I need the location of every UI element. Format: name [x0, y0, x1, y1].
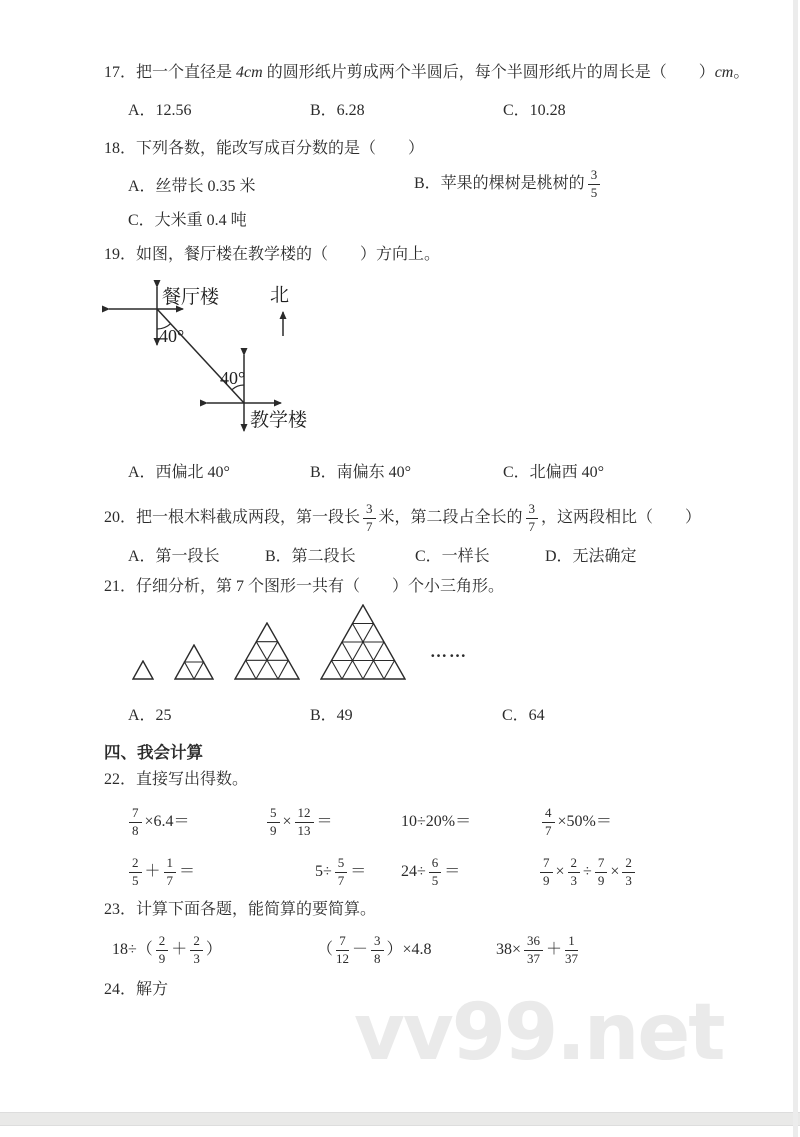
canteen-label: 餐厅楼 — [162, 287, 220, 308]
school-label: 教学楼 — [250, 410, 308, 431]
fraction: $\frac{12}{13}$ — [295, 806, 314, 839]
angle-bottom-label: 40° — [220, 368, 246, 388]
fraction: $\frac{4}{7}$ — [542, 806, 555, 839]
expression-text: 38× — [496, 941, 522, 958]
option-a: A．12.56 — [128, 102, 192, 119]
calc-expression — [126, 849, 195, 895]
option-a: A．丝带长 0.35 米 — [128, 178, 256, 195]
calc-expression — [264, 799, 333, 845]
operator: － — [352, 941, 369, 958]
question-text: 米，第二段占全长的 — [378, 509, 523, 526]
calc-expression — [401, 849, 460, 895]
operator: ＝ — [444, 863, 461, 880]
question-24 — [104, 980, 168, 1000]
fraction: $\frac{7}{8}$ — [129, 806, 142, 839]
fraction: $\frac{7}{9}$ — [595, 856, 608, 889]
fraction: $\frac{2}{3}$ — [190, 934, 203, 967]
fraction: $\frac{3}{7}$ — [526, 502, 539, 535]
expression-text: 5÷ — [315, 863, 332, 880]
question-number: 17． — [104, 64, 137, 81]
question-18 — [104, 139, 424, 159]
fraction: $\frac{3}{5}$ — [588, 168, 601, 201]
calc-expression — [537, 849, 638, 895]
option-text: B．苹果的棵树是桃树的 — [414, 175, 585, 192]
operator: ＋ — [144, 863, 161, 880]
connection-line — [157, 309, 244, 403]
option-b: B．南偏东 40° — [310, 464, 412, 481]
operator: ＝ — [316, 813, 333, 830]
operator: × — [555, 863, 565, 880]
question-text: 下列各数，能改写成百分数的是（ ） — [136, 140, 425, 157]
north-label: 北 — [270, 285, 290, 306]
question-19 — [104, 245, 440, 265]
question-23 — [104, 900, 376, 920]
question-number: 22． — [104, 771, 137, 788]
triangle-pattern-figure — [132, 602, 468, 680]
question-number: 20． — [104, 509, 137, 526]
fraction: $\frac{7}{12}$ — [336, 932, 350, 966]
operator: × — [282, 813, 292, 830]
expression-text: （ — [317, 941, 334, 958]
question-text: ，这两段相比（ ） — [541, 509, 702, 526]
option-c: C．大米重 0.4 吨 — [128, 212, 247, 229]
question-20 — [104, 496, 701, 540]
fraction: $\frac{1}{37}$ — [565, 932, 579, 966]
question-text: cm — [714, 64, 734, 81]
operator: ×6.4＝ — [144, 813, 190, 830]
fraction: $\frac{7}{9}$ — [540, 856, 553, 889]
question-text: 计算下面各题，能简算的要简算。 — [136, 901, 377, 918]
calc-expression — [112, 925, 222, 975]
question-text: 把一根木料截成两段，第一段长 — [136, 509, 361, 526]
fraction: $\frac{2}{3}$ — [568, 856, 581, 889]
option-c: C．北偏西 40° — [503, 464, 605, 481]
question-text: 把一个直径是 — [136, 64, 237, 81]
fraction: $\frac{2}{5}$ — [129, 856, 142, 889]
triangle-figure-2 — [174, 644, 214, 680]
fraction: $\frac{3}{8}$ — [371, 934, 384, 967]
option-c: C．一样长 — [415, 548, 490, 565]
question-number: 18． — [104, 140, 137, 157]
expression-text: ） — [205, 941, 222, 958]
question-21 — [104, 577, 504, 597]
question-text: 。 — [733, 64, 750, 81]
option-a: A．25 — [128, 707, 172, 724]
operator: ＋ — [171, 941, 188, 958]
option-b: B．6.28 — [310, 102, 365, 119]
question-text: 直接写出得数。 — [136, 771, 249, 788]
option-b: B．49 — [310, 707, 353, 724]
fraction: $\frac{36}{37}$ — [524, 934, 543, 967]
fraction: $\frac{5}{9}$ — [267, 806, 280, 839]
fraction: $\frac{5}{7}$ — [335, 856, 348, 889]
expression-text: 18÷（ — [112, 941, 153, 958]
direction-diagram — [100, 278, 340, 448]
question-text: 的圆形纸片剪成两个半圆后，每个半圆形纸片的周长是（ ） — [262, 64, 715, 81]
expression-text: ）×4.8 — [386, 941, 432, 958]
ellipsis-dots: …… — [430, 642, 468, 661]
operator: ×50%＝ — [557, 813, 612, 830]
operator: ＝ — [350, 863, 367, 880]
triangle-figure-4 — [320, 604, 406, 680]
question-number: 23． — [104, 901, 137, 918]
expression-text: 10÷20%＝ — [401, 813, 472, 830]
option-d: D．无法确定 — [545, 548, 637, 565]
calc-expression — [126, 799, 190, 845]
expression-text: 24÷ — [401, 863, 426, 880]
question-number: 24． — [104, 981, 137, 998]
triangle-figure-1 — [132, 660, 154, 680]
calc-expression — [401, 799, 471, 845]
calc-expression — [539, 799, 612, 845]
question-text: 解方 — [136, 981, 169, 998]
calc-expression — [317, 925, 432, 975]
angle-top-label: 40° — [159, 326, 185, 346]
option-a: A．第一段长 — [128, 548, 220, 565]
calc-expression — [496, 925, 581, 975]
question-text: 4cm — [236, 64, 263, 81]
operator: × — [610, 863, 620, 880]
fraction: $\frac{6}{5}$ — [429, 856, 442, 889]
question-22 — [104, 770, 248, 790]
question-17 — [104, 63, 749, 83]
operator: ＋ — [546, 941, 563, 958]
triangle-figure-3 — [234, 622, 300, 680]
fraction: $\frac{1}{7}$ — [164, 856, 177, 889]
fraction: $\frac{2}{3}$ — [622, 856, 635, 889]
operator: ÷ — [583, 863, 592, 880]
question-number: 19． — [104, 246, 137, 263]
question-text: 如图，餐厅楼在教学楼的（ ）方向上。 — [136, 246, 441, 263]
watermark: vv99.net — [354, 988, 724, 1078]
page-separator — [0, 1112, 800, 1126]
page-right-edge — [793, 0, 798, 1137]
calc-expression — [315, 849, 366, 895]
operator: ＝ — [179, 863, 196, 880]
option-b — [414, 162, 603, 206]
option-c: C．64 — [502, 707, 545, 724]
option-a: A．西偏北 40° — [128, 464, 230, 481]
fraction: $\frac{2}{9}$ — [156, 934, 169, 967]
fraction: $\frac{3}{7}$ — [363, 502, 376, 535]
question-text: 仔细分析，第 7 个图形一共有（ ）个小三角形。 — [136, 578, 505, 595]
question-number: 21． — [104, 578, 137, 595]
section-4-title: 四、我会计算 — [104, 743, 203, 762]
option-b: B．第二段长 — [265, 548, 356, 565]
option-c: C．10.28 — [503, 102, 566, 119]
